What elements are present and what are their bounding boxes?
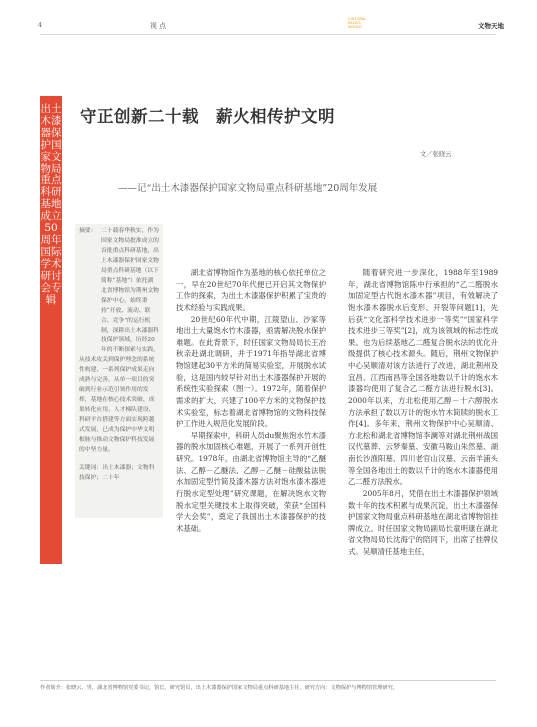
section-name: 视点 — [150, 22, 168, 30]
paragraph: 早期探索中，科研人员du聚焦饱水竹木漆器的脱水加固核心难题，开展了一系列开创性研究。1978年，由湖北省博物馆主导的“乙醚法、乙醇－乙醚法、乙醇－乙醚－硅酸盐法脱水加固定型竹简及漆木器方法对饱水漆木器进行脱水定型处理”研究课题，在解决饱水文物脱水定型关键技术上取得突破，荣获“全国科学大会奖”，奠定了我国出土木漆器保护的技术基础。 — [176, 430, 326, 533]
special-issue-sidebar — [40, 96, 62, 564]
page-number: 4 — [38, 22, 42, 29]
body-column-1 — [176, 267, 326, 534]
paragraph: 随着研究进一步深化，1988年至1989年，湖北省博物馆陈中行承担的“乙二醛脱水加固定型古代饱水漆木器”项目，有效解决了饱水漆木器脱水后变形、开裂等问题[1]，先后获“文化部科学技术进步一等奖”“国家科学技术进步三等奖”[2]，成为该领域的标志性成果。也为后续基地乙二醛复合脱水法的优化升级提供了核心技术源头。随后，荆州文物保护中心吴顺清对该方法进行了改进，湖北荆州及宜昌、江西南昌等全国各地数以千计的饱水木漆器均使用了复合乙二醛方法进行脱水[3]。2000年以来，方北松使用乙醇－十六醇脱水方法承担了数以万计的饱水竹木简牍的脱水工作[4]。多年来，荆州文物保护中心吴顺清、方北松和湖北省博物馆李澜等对湖北荆州战国汉代墓葬、云梦秦墓、安徽马鞍山朱然墓、湖南长沙渔阳墓、四川老官山汉墓、云南羊浦头等全国各地出土的数以千计的饱水木漆器使用乙二醛方法脱水。 — [348, 268, 498, 487]
keywords — [79, 464, 159, 484]
magazine-name: 文物天地 — [478, 22, 504, 30]
logo-line-1: CULTURAL — [348, 17, 367, 21]
paragraph: 2005年8月，凭借在出土木漆器保护领域数十年的技术积累与成果沉淀，出土木漆器保护国家文物局重点科研基地在湖北省博物馆挂牌成立。时任国家文物局副局长童明康在湖北省文物局局长沈海宁的陪同下，出席了挂牌仪式。吴顺清任基地主任， — [348, 488, 498, 556]
logo-line-2: RELICS — [348, 21, 361, 26]
author-note: 作者简介：张晓云，男，湖北省博物馆党委书记，馆长，研究馆员，出土木漆器保护国家文物局重点科研基地主任，研究方向：文物保护与博物馆管理研究。 — [40, 685, 398, 691]
header-divider — [40, 34, 496, 35]
body-column-2 — [348, 267, 498, 558]
keywords-label: 关键词： — [79, 464, 103, 471]
keywords-text: 出土木漆器；文物科技保护；二十年 — [79, 464, 155, 481]
footer-divider — [40, 680, 496, 681]
abstract-text: 二十载春华秋实，作为国家文物局批准成立的首批重点科研基地，出土木漆器保护国家文物局重点科研基地（以下简称“基地”）依托湖北省博物馆为荆州文物保护中心，始终秉持“开放、流动、联合、竞争”的运行机制，深耕出土木漆器科技保护领域，历经20年的不断探索与实践，从技术攻关到保护理念的系统性构建，一系列保护成果走向成熟与完善，从单一项目的突破到行业示范引领作用的发挥，基地在核心技术突破、成果转化应用、人才梯队建设、科研平台搭建等方面实现跨越式发展，已成为保护中华文明根脉与推动文物保护科技发展的中坚力量。 — [79, 228, 159, 453]
magazine-logo — [348, 17, 374, 30]
abstract-label: 摘要： — [79, 228, 97, 234]
article-title: 守正创新二十载 薪火相传护文明 — [80, 107, 335, 126]
paragraph: 湖北省博物馆作为基地的核心依托单位之一，早在20世纪70年代便已开启其文物保护工作的探索，为出土木漆器保护积累了宝贵的技术经验与实践成果。 — [176, 268, 326, 312]
paragraph: 20世纪60年代中期，江陵望山、沙冢等地出土大量饱水竹木漆器，亟需解决脱水保护难题。在此背景下，时任国家文物局局长王冶秋亲赴湖北调研，并于1971年指导湖北省博物馆建起30平方米的简易实验室，开展脱水试验，这是国内较早针对出土木漆器保护开展的系统性实验探索（图一）。1972年，随着保护需求的扩大，兴建了100平方米的文物保护技术实验室，标志着湖北省博物馆的文物科技保护工作进入规范化发展阶段。 — [176, 314, 326, 429]
article-author: 文／张晓云 — [420, 151, 452, 158]
sidebar-text: 出土木漆器保护国家文物局重点科研基地成立50周年国际学术研讨会专辑 — [40, 103, 62, 306]
article-subtitle: ——记“出土木漆器保护国家文物局重点科研基地”20周年发展 — [118, 183, 378, 194]
abstract-box — [75, 224, 163, 518]
logo-line-3: WORLD — [348, 25, 362, 30]
